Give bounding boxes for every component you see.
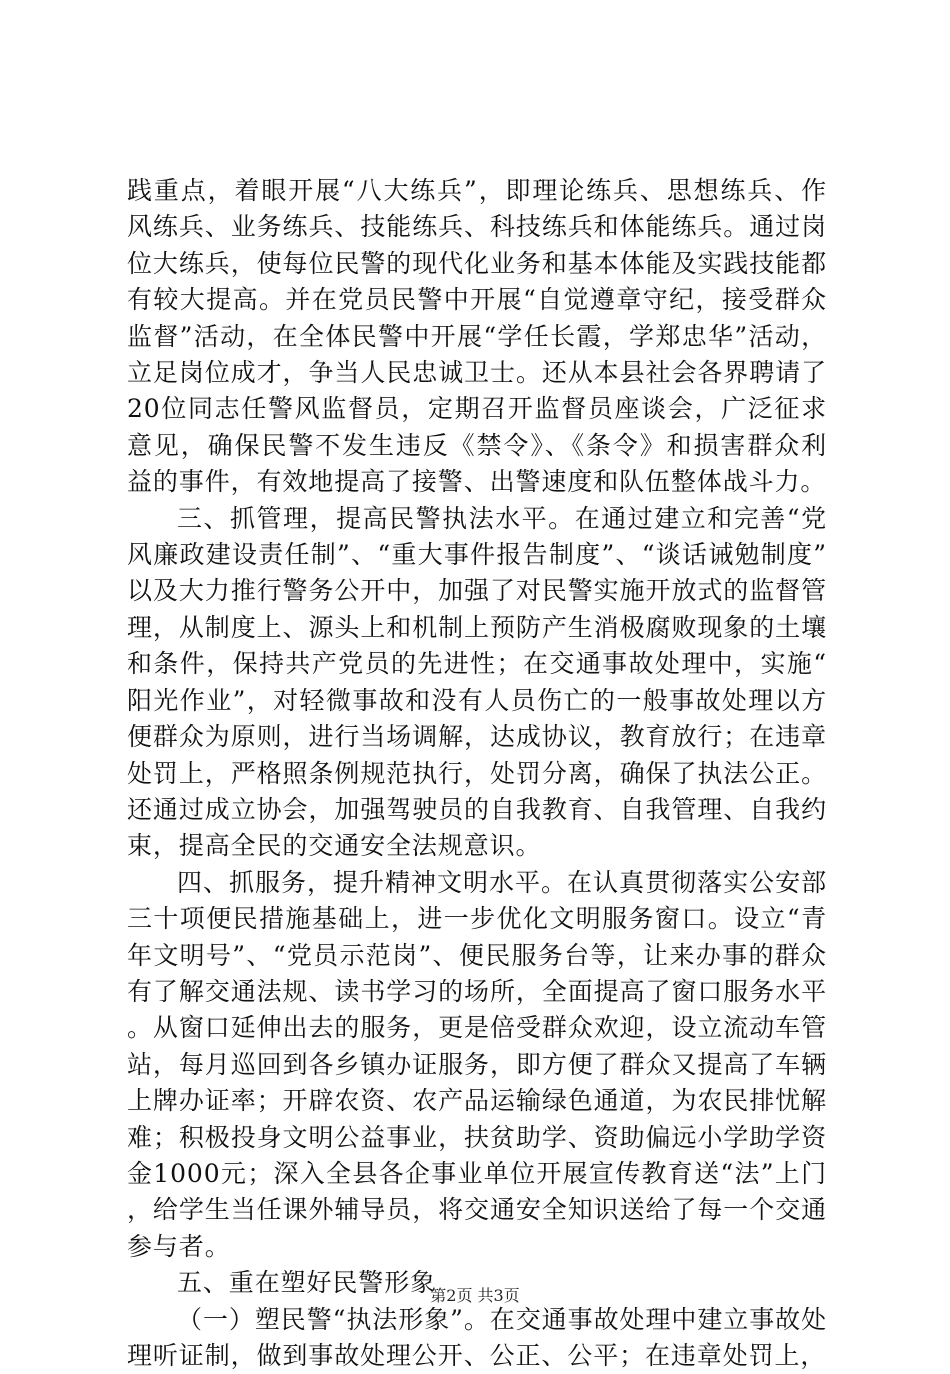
page-footer: 第2页 共3页	[430, 1286, 520, 1305]
section-heading-five: 五、重在塑好民警形象	[177, 1268, 437, 1298]
paragraph-section-three: 三、抓管理，提高民警执法水平。在通过建立和完善“党风廉政建设责任制”、“重大事件报告制度”、“谈话诫勉制度”以及大力推行警务公开中，加强了对民警实施开放式的监督管理，从制度上、源头上和机制上预防产生消极腐败现象的土壤和条件，保持共产党员的先进性；在交通事故处理中，实施“阳光作业”，对轻微事故和没有人员伤亡的一般事故处理以方便群众为原则，进行当场调解，达成协议，教育放行；在违章处罚上，严格照条例规范执行，处罚分离，确保了执法公正。还通过成立协会，加强驾驶员的自我教育、自我管理、自我约束，提高全民的交通安全法规意识。	[127, 503, 827, 861]
document-body	[127, 173, 827, 1374]
paragraph-continuation: 践重点，着眼开展“八大练兵”，即理论练兵、思想练兵、作风练兵、业务练兵、技能练兵、科技练兵和体能练兵。通过岗位大练兵，使每位民警的现代化业务和基本体能及实践技能都有较大提高。并在党员民警中开展“自觉遵章守纪，接受群众监督”活动，在全体民警中开展“学任长霞，学郑忠华”活动，立足岗位成才，争当人民忠诚卫士。还从本县社会各界聘请了20位同志任警风监督员，定期召开监督员座谈会，广泛征求意见，确保民警不发生违反《禁令》、《条令》和损害群众利益的事件，有效地提高了接警、出警速度和队伍整体战斗力。	[127, 176, 827, 497]
paragraph-subsection-one: （一）塑民警“执法形象”。在交通事故处理中建立事故处理听证制，做到事故处理公开、公正、公平；在违章处罚上，	[127, 1304, 827, 1370]
paragraph-section-four: 四、抓服务，提升精神文明水平。在认真贯彻落实公安部三十项便民措施基础上，进一步优化文明服务窗口。设立“青年文明号”、“党员示范岗”、便民服务台等，让来办事的群众有了解交通法规、读书学习的场所，全面提高了窗口服务水平。从窗口延伸出去的服务，更是倍受群众欢迎，设立流动车管站，每月巡回到各乡镇办证服务，即方便了群众又提高了车辆上牌办证率；开辟农资、农产品运输绿色通道，为农民排忧解难；积极投身文明公益事业，扶贫助学、资助偏远小学助学资金1000元；深入全县各企事业单位开展宣传教育送“法”上门，给学生当任课外辅导员，将交通安全知识送给了每一个交通参与者。	[127, 867, 827, 1261]
